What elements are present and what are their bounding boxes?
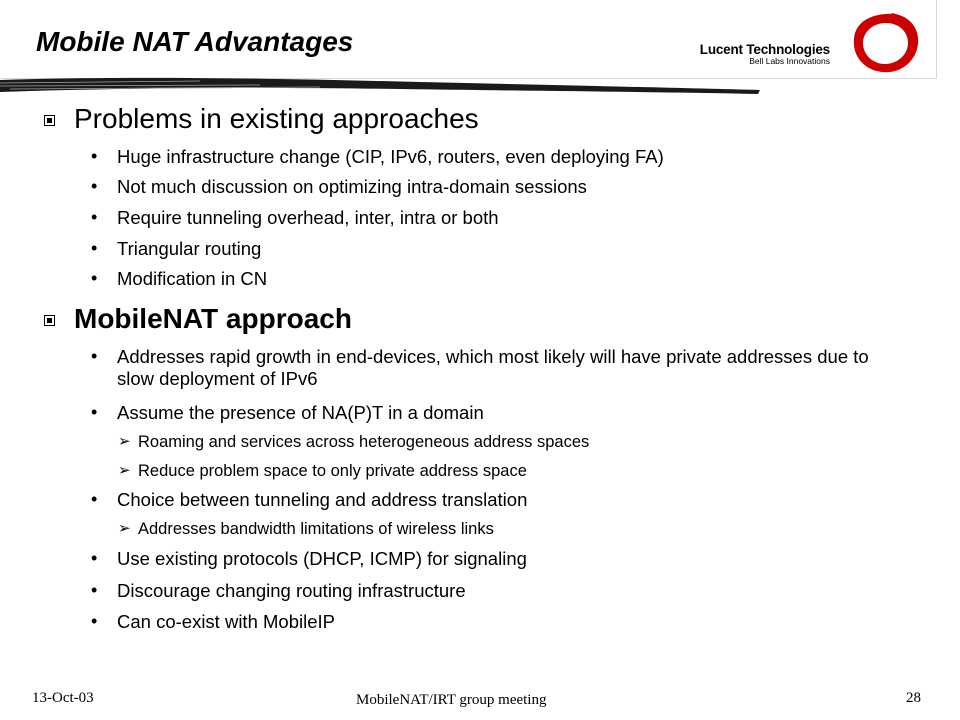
bullet-dot-icon: • — [91, 176, 98, 196]
bullet-dot-icon: • — [91, 548, 98, 568]
arrow-bullet-icon: ➢ — [118, 433, 131, 450]
bullet-dot-icon: • — [91, 611, 98, 631]
footer-page-number: 28 — [906, 690, 921, 706]
bullet-dot-icon: • — [91, 402, 98, 422]
bullet-dot-icon: • — [91, 238, 98, 258]
bullet-dot-icon: • — [91, 268, 98, 288]
bullet-dot-icon: • — [91, 346, 98, 366]
bullet-dot-icon: • — [91, 489, 98, 509]
footer-title: MobileNAT/IRT group meeting — [356, 692, 547, 708]
bullet-dot-icon: • — [91, 146, 98, 166]
bullet-item: • Addresses rapid growth in end-devices, which most likely will have private addresses due to slow deployment of IPv6 — [91, 346, 869, 389]
square-bullet-icon — [44, 315, 55, 326]
bullet-dot-icon: • — [91, 207, 98, 227]
logo-company-name: Lucent Technologies — [699, 42, 830, 57]
square-bullet-icon — [44, 115, 55, 126]
footer-date: 13-Oct-03 — [32, 690, 94, 706]
arrow-bullet-icon: ➢ — [118, 462, 131, 479]
logo-tagline: Bell Labs Innovations — [749, 56, 830, 66]
slide-body: Problems in existing approaches • Huge infrastructure change (CIP, IPv6, routers, even deploying FA) • Not much discussion on optimizing intra-domain sessions • Require tunneling overhead, inter, intra or both • Triangular routing • Modification in CN MobileNAT approach • Addresses rapid growth in end-devices, which most likely will have private addresses due to slow deployment of IPv6 • Assume the presence of NA(P)T in a domain ➢ Roaming and services across heterogeneous address spaces ➢ Reduce problem space to only private address space • Choice between tunneling and address translation ➢ Addresses bandwidth limitations of wireless links • Use existing protocols (DHCP, ICMP) for signaling • Discourage changing routing infrastructure • Can co-exist with MobileIP — [0, 0, 960, 720]
bullet-dot-icon: • — [91, 580, 98, 600]
arrow-bullet-icon: ➢ — [118, 520, 131, 537]
slide-title: Mobile NAT Advantages — [36, 26, 354, 57]
